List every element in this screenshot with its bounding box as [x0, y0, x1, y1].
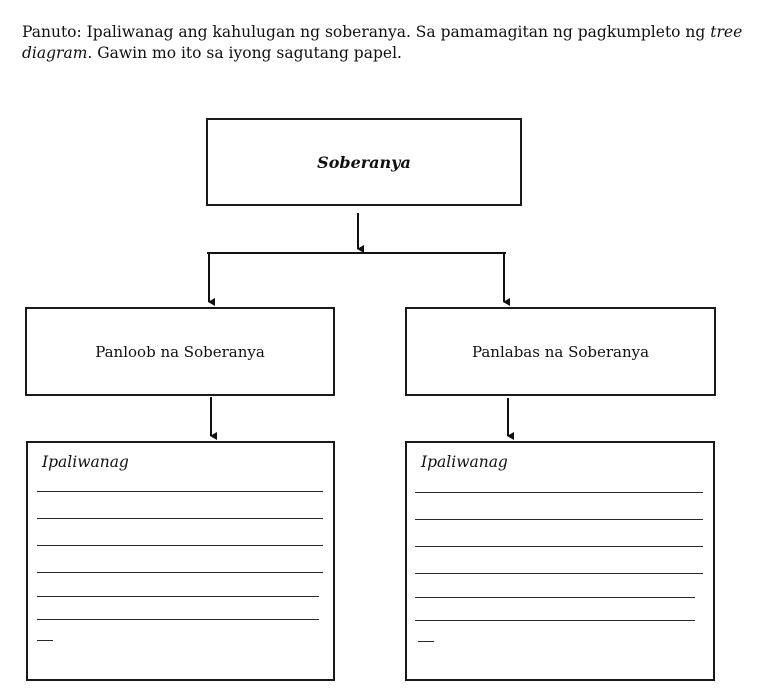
answer-line [37, 518, 323, 519]
instructions-part2: . Gawin mo ito sa iyong sagutang papel. [87, 44, 402, 62]
right-branch-label: Panlabas na Soberanya [471, 342, 650, 361]
answer-line [415, 573, 703, 574]
answer-line [37, 596, 319, 597]
answer-line [418, 641, 434, 642]
answer-line [37, 619, 319, 620]
answer-line [415, 620, 695, 621]
left-explanation-box[interactable] [26, 441, 335, 681]
answer-line [415, 492, 703, 493]
answer-line [37, 545, 323, 546]
left-branch-label: Panloob na Soberanya [95, 342, 265, 361]
answer-line [37, 640, 53, 641]
answer-line [37, 491, 323, 492]
answer-line [37, 572, 323, 573]
left-explanation-heading: Ipaliwanag [42, 453, 129, 471]
answer-line [415, 597, 695, 598]
right-explanation-heading: Ipaliwanag [421, 453, 508, 471]
instructions-part1: Panuto: Ipaliwanag ang kahulugan ng soberanya. Sa pamamagitan ng pagkumpleto ng [22, 23, 711, 41]
root-node-label: Soberanya [317, 152, 411, 172]
right-explanation-box[interactable] [405, 441, 715, 681]
right-branch-node [405, 307, 716, 396]
instructions-italic: tree diagram [22, 23, 743, 62]
answer-line [415, 546, 703, 547]
left-branch-node [25, 307, 335, 396]
answer-line [415, 519, 703, 520]
